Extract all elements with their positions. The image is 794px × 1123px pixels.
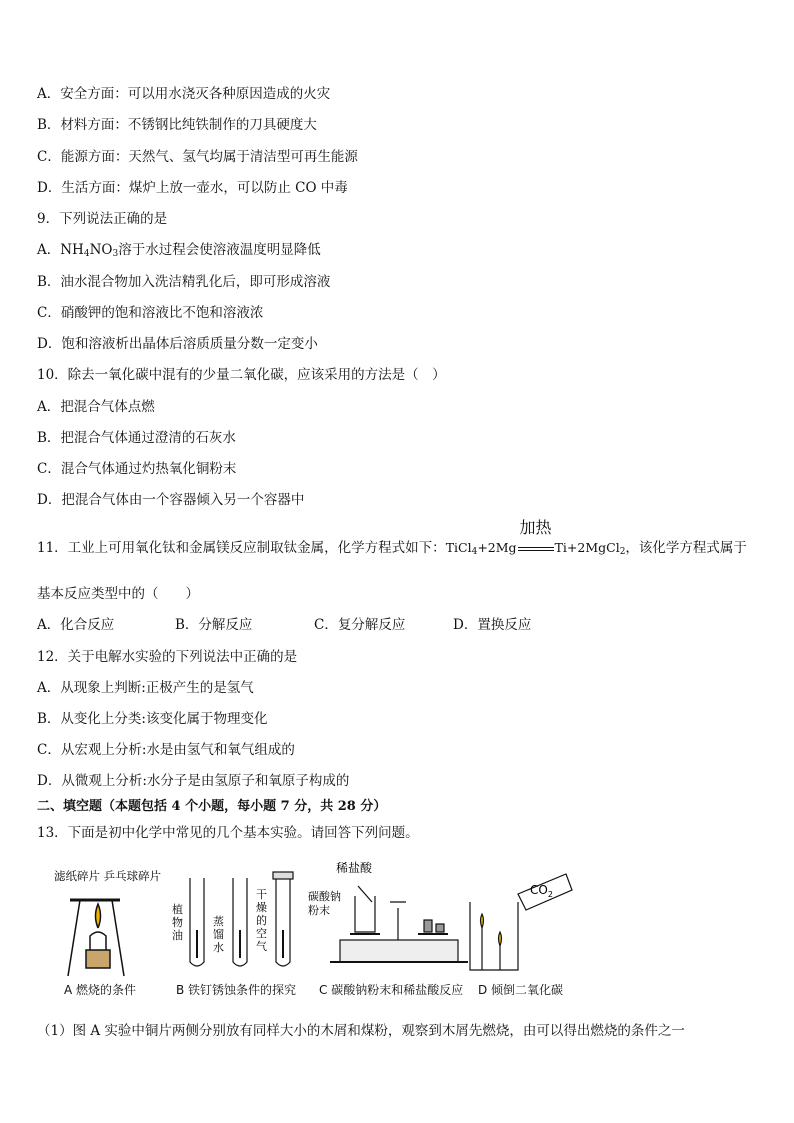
- q11-stem-cont: 基本反应类型中的（ ）: [37, 586, 199, 602]
- caption-d: D 倾倒二氧化碳: [478, 983, 564, 997]
- caption-a: A 燃烧的条件: [64, 983, 137, 997]
- weight-1: [424, 920, 432, 932]
- balance-base: [340, 940, 458, 962]
- fig-b-water: 蒸馏水: [213, 915, 224, 954]
- q9-option-c: C．硝酸钾的饱和溶液比不饱和溶液浓: [37, 305, 264, 321]
- balance-pointer: [390, 902, 406, 940]
- eq-left-2: +2Mg: [477, 540, 517, 555]
- q11-option-c: C．复分解反应: [314, 617, 406, 633]
- q12-option-a: A．从现象上判断:正极产生的是氢气: [37, 680, 254, 696]
- q12-option-c: C．从宏观上分析:水是由氢气和氧气组成的: [37, 742, 295, 758]
- q11-option-a: A．化合反应: [37, 617, 115, 633]
- equation-arrow: [518, 517, 554, 551]
- tripod-leg-right: [112, 900, 124, 976]
- pour-co2-apparatus: [470, 874, 572, 970]
- experiment-figure: [40, 858, 600, 1003]
- q10-option-a: A．把混合气体点燃: [37, 399, 155, 415]
- reaction-condition: 加热: [519, 517, 552, 537]
- q9-a-post: 溶于水过程会使溶液温度明显降低: [118, 242, 321, 258]
- q13-stem: 13．下面是初中化学中常见的几个基本实验。请回答下列问题。: [37, 825, 419, 841]
- equals-bars: [518, 547, 554, 551]
- co2-text: CO: [530, 883, 548, 897]
- q9-option-b: B．油水混合物加入洗洁精乳化后，即可形成溶液: [37, 274, 331, 290]
- co2-sub: 2: [547, 890, 553, 899]
- q11-options: [37, 613, 531, 633]
- q9-a-sub2: 3: [112, 249, 119, 259]
- chemical-equation: [445, 517, 626, 557]
- q8-option-a: A．安全方面：可以用水浇灭各种原因造成的火灾: [37, 86, 331, 102]
- q9-a-sub1: 4: [83, 249, 90, 259]
- acid-tube: [358, 886, 372, 902]
- q12-option-b: B．从变化上分类:该变化属于物理变化: [37, 711, 268, 727]
- q11-stem-pre: 11．工业上可用氧化钛和金属镁反应制取钛金属，化学方程式如下：: [37, 540, 446, 556]
- q11-stem: [37, 517, 747, 557]
- fig-c-powder: 碳酸钠粉末: [308, 890, 341, 917]
- candle-flame-2: [499, 932, 502, 946]
- eq-left-sub: 4: [471, 547, 478, 557]
- q10-option-b: B．把混合气体通过澄清的石灰水: [37, 430, 236, 446]
- q12-option-d: D．从微观上分析:水分子是由氢原子和氧原子构成的: [37, 773, 350, 789]
- rust-tubes: [190, 872, 293, 966]
- q11-option-b: B．分解反应: [175, 617, 253, 633]
- q11-stem-post: ，该化学方程式属于: [625, 540, 747, 556]
- q8-option-d: D．生活方面：煤炉上放一壶水，可以防止 CO 中毒: [37, 180, 348, 196]
- eq-right-1: Ti+2MgCl: [554, 540, 620, 555]
- caption-b: B 铁钉锈蚀条件的探究: [176, 983, 297, 997]
- q8-option-b: B．材料方面：不锈钢比纯铁制作的刀具硬度大: [37, 117, 317, 133]
- fig-b-oil: 植物油: [172, 903, 183, 942]
- tripod-leg-left: [68, 900, 80, 976]
- experiment-diagram: [40, 858, 600, 978]
- q11-option-d: D．置换反应: [453, 617, 532, 633]
- q12-stem: 12．关于电解水实验的下列说法中正确的是: [37, 649, 298, 665]
- weight-2: [436, 924, 444, 932]
- fig-b-air: 干燥的空气: [256, 888, 267, 953]
- fig-d-gas: [530, 883, 553, 899]
- q9-stem: 9．下列说法正确的是: [37, 211, 168, 227]
- beaker: [470, 902, 518, 970]
- caption-c: C 碳酸钠粉末和稀盐酸反应: [319, 983, 464, 997]
- fig-a-label: 滤纸碎片 乒乓球碎片: [54, 869, 162, 883]
- q13-sub1: （1）图 A 实验中铜片两侧分别放有同样大小的木屑和煤粉，观察到木屑先燃烧，由可以得出燃烧的条件之一: [37, 1023, 685, 1039]
- q10-option-c: C．混合气体通过灼热氧化铜粉末: [37, 461, 237, 477]
- flame: [96, 904, 101, 928]
- q10-option-d: D．把混合气体由一个容器倾入另一个容器中: [37, 492, 305, 508]
- section-title: 二、填空题（本题包括 4 个小题，每小题 7 分，共 28 分）: [37, 799, 387, 814]
- candle-flame-1: [481, 914, 484, 928]
- eq-left-1: TiCl: [445, 540, 472, 555]
- q9-option-a: [37, 238, 321, 259]
- alcohol-lamp: [90, 932, 106, 950]
- q9-option-d: D．饱和溶液析出晶体后溶质质量分数一定变小: [37, 336, 318, 352]
- burner-apparatus: [68, 900, 124, 976]
- fig-c-acid: 稀盐酸: [336, 861, 373, 875]
- stopper: [273, 872, 293, 879]
- eq-right-sub: 2: [619, 547, 626, 557]
- q9-a-mid: NO: [89, 242, 113, 258]
- q9-a-pre: A．NH: [37, 242, 84, 258]
- q10-stem: 10．除去一氧化碳中混有的少量二氧化碳，应该采用的方法是（ ）: [37, 367, 446, 383]
- wood-block: [86, 950, 110, 968]
- balance: [330, 886, 468, 962]
- q8-option-c: C．能源方面：天然气、氢气均属于清洁型可再生能源: [37, 149, 358, 165]
